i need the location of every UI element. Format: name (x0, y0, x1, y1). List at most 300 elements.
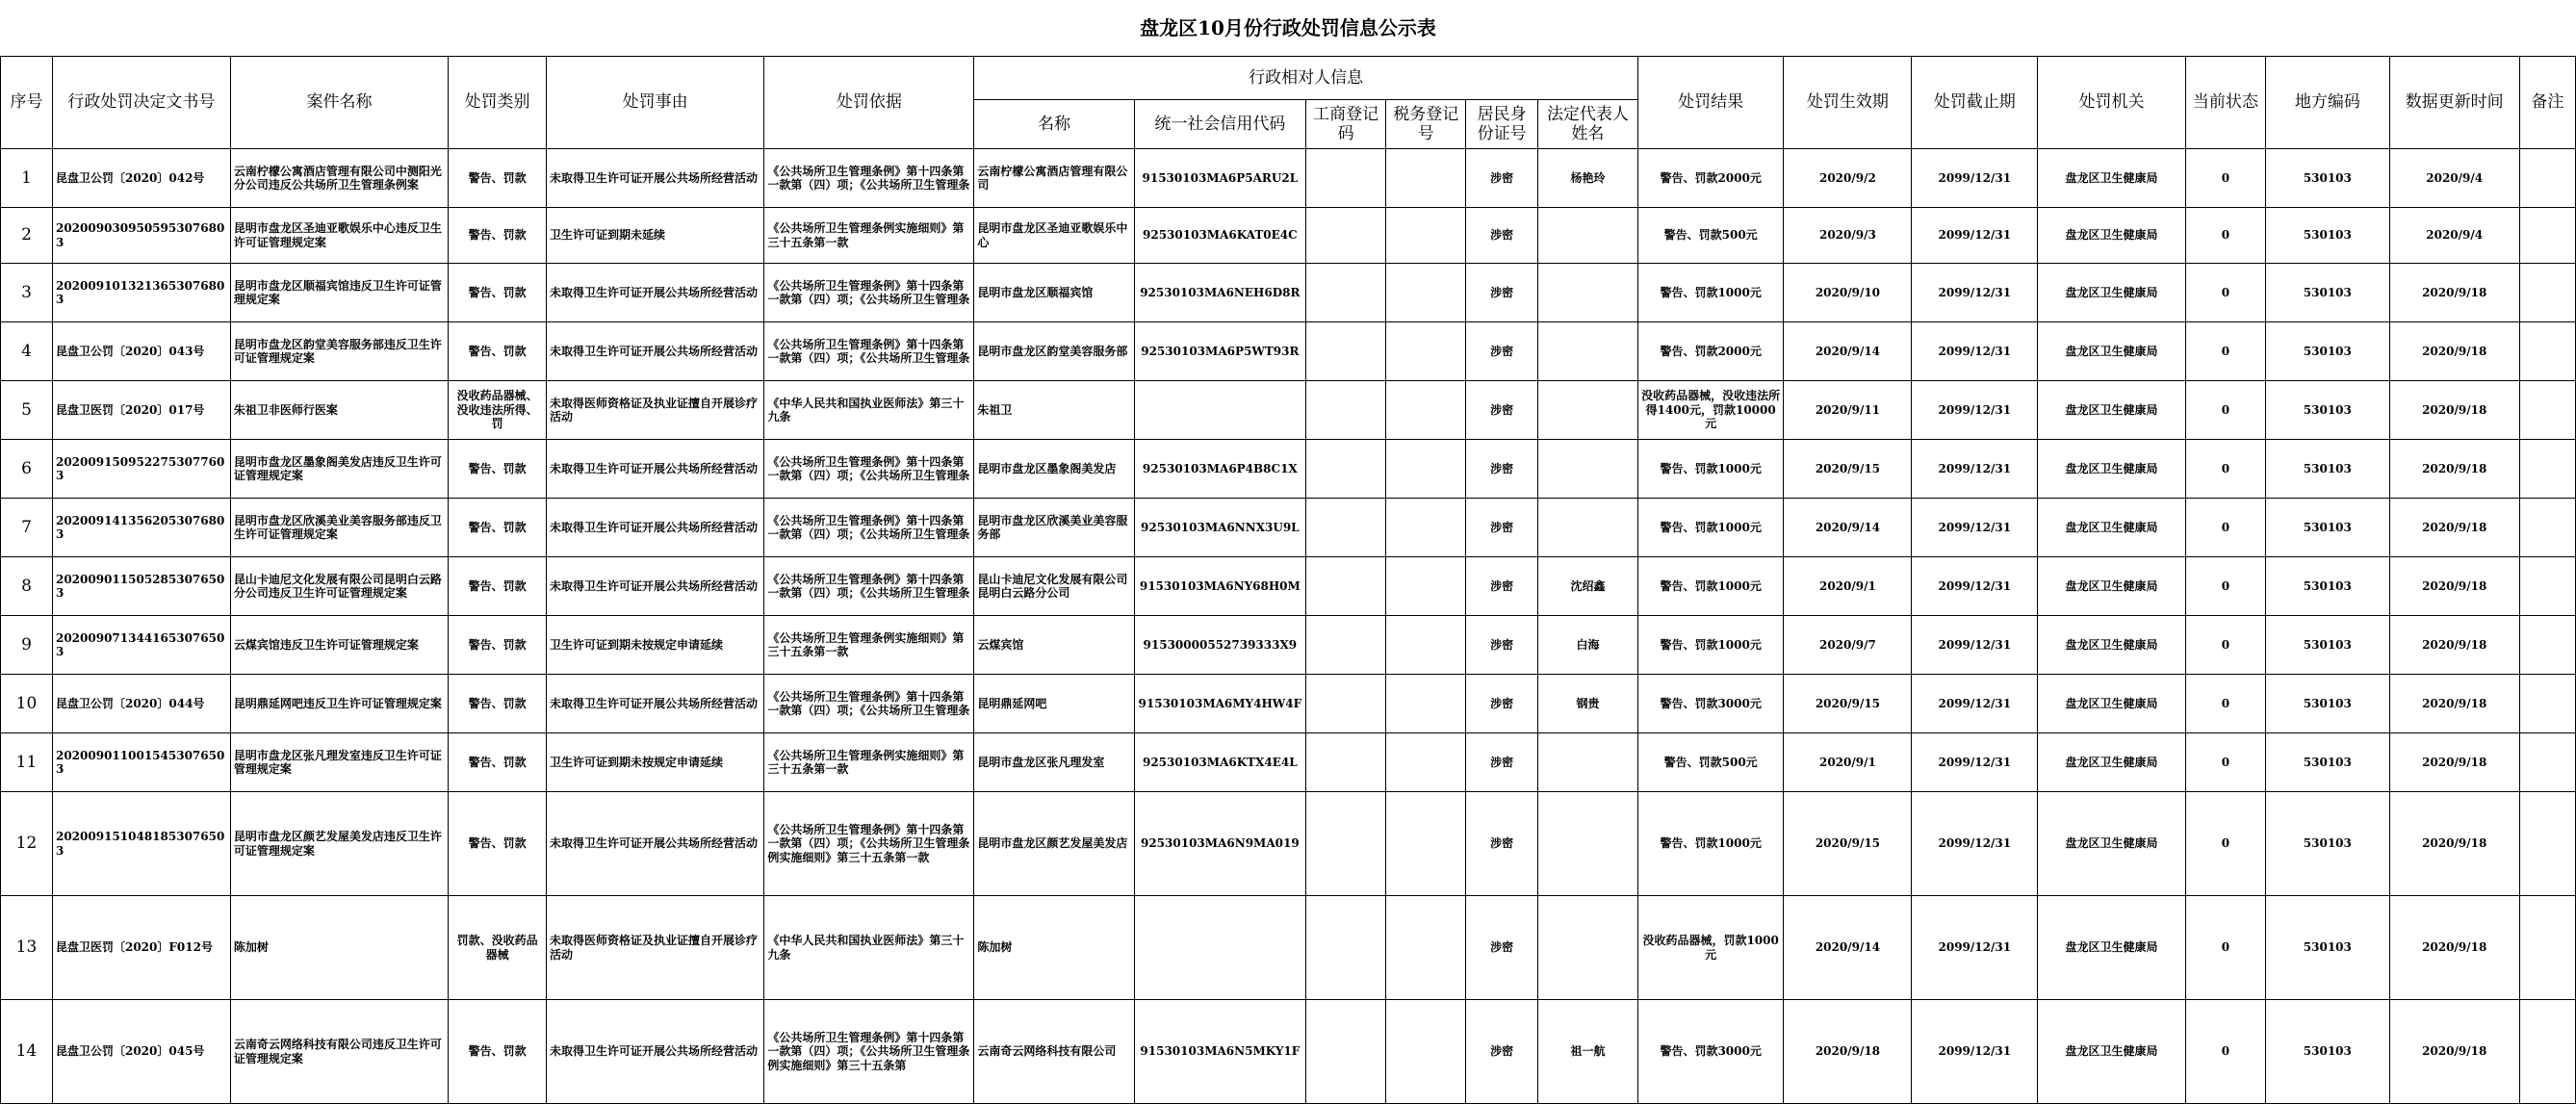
cell-reason[interactable]: 未取得卫生许可证开展公共场所经营活动 (546, 440, 763, 499)
cell-effective[interactable]: 2020/9/15 (1784, 675, 1912, 733)
cell-authority[interactable]: 盘龙区卫生健康局 (2038, 896, 2186, 1000)
table-row[interactable] (1, 381, 2576, 440)
cell-case-name[interactable]: 昆明鼎延网吧违反卫生许可证管理规定案 (230, 675, 448, 733)
cell-authority[interactable]: 盘龙区卫生健康局 (2038, 675, 2186, 733)
cell-tax-reg[interactable] (1386, 675, 1466, 733)
cell-id-no[interactable]: 涉密 (1466, 733, 1538, 792)
cell-authority[interactable]: 盘龙区卫生健康局 (2038, 322, 2186, 381)
cell-status[interactable]: 0 (2185, 381, 2265, 440)
cell-decision-no[interactable]: 202009071344165307650 3 (52, 616, 230, 675)
cell-name[interactable]: 昆山卡迪尼文化发展有限公司昆明白云路分公司 (974, 557, 1134, 616)
cell-decision-no[interactable]: 202009011505285307650 3 (52, 557, 230, 616)
cell-name[interactable]: 昆明市盘龙区欣溪美业美容服务部 (974, 499, 1134, 557)
cell-remarks[interactable] (2519, 616, 2575, 675)
cell-tax-reg[interactable] (1386, 264, 1466, 322)
cell-id-no[interactable]: 涉密 (1466, 896, 1538, 1000)
cell-status[interactable]: 0 (2185, 733, 2265, 792)
cell-credit-code[interactable]: 92530103MA6P5WT93R (1134, 322, 1306, 381)
cell-seq[interactable]: 9 (1, 616, 53, 675)
cell-case-name[interactable]: 云煤宾馆违反卫生许可证管理规定案 (230, 616, 448, 675)
cell-tax-reg[interactable] (1386, 381, 1466, 440)
cell-seq[interactable]: 8 (1, 557, 53, 616)
cell-update-time[interactable]: 2020/9/18 (2389, 675, 2519, 733)
cell-id-no[interactable]: 涉密 (1466, 149, 1538, 208)
cell-region-code[interactable]: 530103 (2265, 557, 2389, 616)
cell-result[interactable]: 警告、罚款1000元 (1637, 440, 1784, 499)
cell-biz-reg[interactable] (1306, 264, 1386, 322)
cell-id-no[interactable]: 涉密 (1466, 322, 1538, 381)
cell-seq[interactable]: 6 (1, 440, 53, 499)
cell-biz-reg[interactable] (1306, 322, 1386, 381)
cell-penalty-type[interactable]: 罚款、没收药品器械 (449, 896, 547, 1000)
cell-deadline[interactable]: 2099/12/31 (1912, 149, 2038, 208)
cell-result[interactable]: 警告、罚款1000元 (1637, 616, 1784, 675)
cell-legal-rep[interactable]: 沈绍鑫 (1538, 557, 1638, 616)
cell-update-time[interactable]: 2020/9/18 (2389, 264, 2519, 322)
cell-name[interactable]: 昆明市盘龙区颜艺发屋美发店 (974, 792, 1134, 896)
cell-tax-reg[interactable] (1386, 733, 1466, 792)
cell-tax-reg[interactable] (1386, 896, 1466, 1000)
cell-deadline[interactable]: 2099/12/31 (1912, 616, 2038, 675)
cell-biz-reg[interactable] (1306, 733, 1386, 792)
cell-reason[interactable]: 未取得卫生许可证开展公共场所经营活动 (546, 557, 763, 616)
cell-deadline[interactable]: 2099/12/31 (1912, 675, 2038, 733)
cell-penalty-type[interactable]: 警告、罚款 (449, 264, 547, 322)
cell-tax-reg[interactable] (1386, 499, 1466, 557)
cell-result[interactable]: 警告、罚款500元 (1637, 208, 1784, 264)
cell-case-name[interactable]: 陈加树 (230, 896, 448, 1000)
cell-decision-no[interactable]: 昆盘卫公罚〔2020〕044号 (52, 675, 230, 733)
cell-id-no[interactable]: 涉密 (1466, 557, 1538, 616)
cell-update-time[interactable]: 2020/9/4 (2389, 208, 2519, 264)
cell-biz-reg[interactable] (1306, 557, 1386, 616)
cell-biz-reg[interactable] (1306, 896, 1386, 1000)
cell-status[interactable]: 0 (2185, 1000, 2265, 1104)
cell-name[interactable]: 云煤宾馆 (974, 616, 1134, 675)
cell-biz-reg[interactable] (1306, 792, 1386, 896)
table-row[interactable] (1, 149, 2576, 208)
cell-credit-code[interactable]: 91530000552739333X9 (1134, 616, 1306, 675)
cell-region-code[interactable]: 530103 (2265, 208, 2389, 264)
cell-seq[interactable]: 11 (1, 733, 53, 792)
cell-status[interactable]: 0 (2185, 675, 2265, 733)
cell-name[interactable]: 朱祖卫 (974, 381, 1134, 440)
cell-effective[interactable]: 2020/9/15 (1784, 792, 1912, 896)
cell-credit-code[interactable] (1134, 381, 1306, 440)
cell-biz-reg[interactable] (1306, 440, 1386, 499)
cell-reason[interactable]: 未取得卫生许可证开展公共场所经营活动 (546, 264, 763, 322)
cell-remarks[interactable] (2519, 440, 2575, 499)
cell-basis[interactable]: 《公共场所卫生管理条例》第十四条第一款第（四）项；《公共场所卫生管理条 (764, 322, 974, 381)
cell-name[interactable]: 昆明市盘龙区圣迪亚歌娱乐中心 (974, 208, 1134, 264)
cell-result[interactable]: 警告、罚款1000元 (1637, 792, 1784, 896)
cell-region-code[interactable]: 530103 (2265, 1000, 2389, 1104)
cell-name[interactable]: 云南奇云网络科技有限公司 (974, 1000, 1134, 1104)
cell-effective[interactable]: 2020/9/15 (1784, 440, 1912, 499)
cell-remarks[interactable] (2519, 149, 2575, 208)
cell-region-code[interactable]: 530103 (2265, 792, 2389, 896)
cell-case-name[interactable]: 昆明市盘龙区顺福宾馆违反卫生许可证管理规定案 (230, 264, 448, 322)
cell-case-name[interactable]: 云南奇云网络科技有限公司违反卫生许可证管理规定案 (230, 1000, 448, 1104)
cell-reason[interactable]: 未取得卫生许可证开展公共场所经营活动 (546, 322, 763, 381)
cell-effective[interactable]: 2020/9/14 (1784, 322, 1912, 381)
cell-decision-no[interactable]: 202009150952275307760 3 (52, 440, 230, 499)
cell-id-no[interactable]: 涉密 (1466, 616, 1538, 675)
cell-id-no[interactable]: 涉密 (1466, 675, 1538, 733)
cell-name[interactable]: 昆明鼎延网吧 (974, 675, 1134, 733)
cell-region-code[interactable]: 530103 (2265, 149, 2389, 208)
cell-region-code[interactable]: 530103 (2265, 675, 2389, 733)
cell-seq[interactable]: 1 (1, 149, 53, 208)
cell-deadline[interactable]: 2099/12/31 (1912, 440, 2038, 499)
table-row[interactable] (1, 792, 2576, 896)
cell-case-name[interactable]: 昆明市盘龙区颜艺发屋美发店违反卫生许可证管理规定案 (230, 792, 448, 896)
cell-basis[interactable]: 《公共场所卫生管理条例》第十四条第一款第（四）项；《公共场所卫生管理条 (764, 675, 974, 733)
cell-effective[interactable]: 2020/9/14 (1784, 499, 1912, 557)
cell-tax-reg[interactable] (1386, 149, 1466, 208)
cell-remarks[interactable] (2519, 499, 2575, 557)
cell-remarks[interactable] (2519, 381, 2575, 440)
cell-penalty-type[interactable]: 警告、罚款 (449, 616, 547, 675)
cell-authority[interactable]: 盘龙区卫生健康局 (2038, 264, 2186, 322)
cell-region-code[interactable]: 530103 (2265, 381, 2389, 440)
cell-decision-no[interactable]: 202009030950595307680 3 (52, 208, 230, 264)
cell-effective[interactable]: 2020/9/1 (1784, 557, 1912, 616)
cell-decision-no[interactable]: 202009101321365307680 3 (52, 264, 230, 322)
cell-deadline[interactable]: 2099/12/31 (1912, 322, 2038, 381)
cell-case-name[interactable]: 朱祖卫非医师行医案 (230, 381, 448, 440)
table-row[interactable] (1, 208, 2576, 264)
cell-status[interactable]: 0 (2185, 896, 2265, 1000)
cell-reason[interactable]: 未取得卫生许可证开展公共场所经营活动 (546, 499, 763, 557)
cell-result[interactable]: 警告、罚款1000元 (1637, 557, 1784, 616)
cell-penalty-type[interactable]: 警告、罚款 (449, 733, 547, 792)
cell-legal-rep[interactable] (1538, 440, 1638, 499)
cell-penalty-type[interactable]: 警告、罚款 (449, 322, 547, 381)
cell-region-code[interactable]: 530103 (2265, 440, 2389, 499)
cell-effective[interactable]: 2020/9/3 (1784, 208, 1912, 264)
cell-id-no[interactable]: 涉密 (1466, 1000, 1538, 1104)
cell-status[interactable]: 0 (2185, 792, 2265, 896)
cell-remarks[interactable] (2519, 733, 2575, 792)
cell-tax-reg[interactable] (1386, 322, 1466, 381)
cell-result[interactable]: 警告、罚款1000元 (1637, 499, 1784, 557)
cell-region-code[interactable]: 530103 (2265, 616, 2389, 675)
table-row[interactable] (1, 896, 2576, 1000)
cell-authority[interactable]: 盘龙区卫生健康局 (2038, 440, 2186, 499)
cell-effective[interactable]: 2020/9/1 (1784, 733, 1912, 792)
cell-seq[interactable]: 4 (1, 322, 53, 381)
cell-penalty-type[interactable]: 警告、罚款 (449, 1000, 547, 1104)
cell-decision-no[interactable]: 202009011001545307650 3 (52, 733, 230, 792)
cell-update-time[interactable]: 2020/9/18 (2389, 440, 2519, 499)
cell-status[interactable]: 0 (2185, 208, 2265, 264)
cell-deadline[interactable]: 2099/12/31 (1912, 264, 2038, 322)
cell-basis[interactable]: 《公共场所卫生管理条例》第十四条第一款第（四）项；《公共场所卫生管理条 (764, 149, 974, 208)
cell-authority[interactable]: 盘龙区卫生健康局 (2038, 557, 2186, 616)
cell-deadline[interactable]: 2099/12/31 (1912, 208, 2038, 264)
cell-tax-reg[interactable] (1386, 557, 1466, 616)
cell-update-time[interactable]: 2020/9/18 (2389, 733, 2519, 792)
cell-decision-no[interactable]: 202009141356205307680 3 (52, 499, 230, 557)
cell-penalty-type[interactable]: 警告、罚款 (449, 499, 547, 557)
cell-biz-reg[interactable] (1306, 381, 1386, 440)
cell-remarks[interactable] (2519, 208, 2575, 264)
cell-id-no[interactable]: 涉密 (1466, 264, 1538, 322)
cell-legal-rep[interactable] (1538, 381, 1638, 440)
cell-case-name[interactable]: 昆明市盘龙区圣迪亚歌娱乐中心违反卫生许可证管理规定案 (230, 208, 448, 264)
cell-result[interactable]: 警告、罚款500元 (1637, 733, 1784, 792)
cell-tax-reg[interactable] (1386, 440, 1466, 499)
table-row[interactable] (1, 264, 2576, 322)
cell-tax-reg[interactable] (1386, 1000, 1466, 1104)
cell-region-code[interactable]: 530103 (2265, 322, 2389, 381)
cell-remarks[interactable] (2519, 675, 2575, 733)
cell-reason[interactable]: 未取得卫生许可证开展公共场所经营活动 (546, 1000, 763, 1104)
cell-authority[interactable]: 盘龙区卫生健康局 (2038, 208, 2186, 264)
penalty-table (0, 56, 2576, 1104)
cell-id-no[interactable]: 涉密 (1466, 499, 1538, 557)
cell-decision-no[interactable]: 昆盘卫公罚〔2020〕042号 (52, 149, 230, 208)
cell-effective[interactable]: 2020/9/18 (1784, 1000, 1912, 1104)
table-row[interactable] (1, 1000, 2576, 1104)
cell-penalty-type[interactable]: 警告、罚款 (449, 149, 547, 208)
cell-result[interactable]: 没收药品器械，罚款1000元 (1637, 896, 1784, 1000)
cell-basis[interactable]: 《公共场所卫生管理条例实施细则》第三十五条第一款 (764, 208, 974, 264)
cell-decision-no[interactable]: 昆盘卫公罚〔2020〕043号 (52, 322, 230, 381)
cell-authority[interactable]: 盘龙区卫生健康局 (2038, 616, 2186, 675)
cell-authority[interactable]: 盘龙区卫生健康局 (2038, 499, 2186, 557)
cell-legal-rep[interactable] (1538, 896, 1638, 1000)
cell-reason[interactable]: 卫生许可证到期未按规定申请延续 (546, 616, 763, 675)
cell-basis[interactable]: 《公共场所卫生管理条例》第十四条第一款第（四）项；《公共场所卫生管理条 (764, 440, 974, 499)
cell-biz-reg[interactable] (1306, 149, 1386, 208)
header-biz-reg: 工商登记码 (1306, 100, 1386, 149)
cell-update-time[interactable]: 2020/9/18 (2389, 792, 2519, 896)
cell-name[interactable]: 昆明市盘龙区韵堂美容服务部 (974, 322, 1134, 381)
cell-seq[interactable]: 7 (1, 499, 53, 557)
cell-credit-code[interactable]: 91530103MA6N5MKY1F (1134, 1000, 1306, 1104)
cell-credit-code[interactable] (1134, 896, 1306, 1000)
cell-case-name[interactable]: 云南柠檬公寓酒店管理有限公司中测阳光分公司违反公共场所卫生管理条例案 (230, 149, 448, 208)
cell-update-time[interactable]: 2020/9/18 (2389, 557, 2519, 616)
cell-result[interactable]: 警告、罚款2000元 (1637, 149, 1784, 208)
cell-update-time[interactable]: 2020/9/18 (2389, 381, 2519, 440)
header-remarks: 备注 (2519, 57, 2575, 149)
cell-legal-rep[interactable]: 杨艳玲 (1538, 149, 1638, 208)
cell-case-name[interactable]: 昆明市盘龙区韵堂美容服务部违反卫生许可证管理规定案 (230, 322, 448, 381)
cell-seq[interactable]: 3 (1, 264, 53, 322)
cell-remarks[interactable] (2519, 322, 2575, 381)
cell-deadline[interactable]: 2099/12/31 (1912, 499, 2038, 557)
cell-region-code[interactable]: 530103 (2265, 733, 2389, 792)
cell-basis[interactable]: 《公共场所卫生管理条例实施细则》第三十五条第一款 (764, 616, 974, 675)
cell-name[interactable]: 云南柠檬公寓酒店管理有限公司 (974, 149, 1134, 208)
cell-case-name[interactable]: 昆明市盘龙区墨象阁美发店违反卫生许可证管理规定案 (230, 440, 448, 499)
cell-biz-reg[interactable] (1306, 1000, 1386, 1104)
table-row[interactable] (1, 499, 2576, 557)
cell-status[interactable]: 0 (2185, 557, 2265, 616)
cell-decision-no[interactable]: 昆盘卫医罚〔2020〕017号 (52, 381, 230, 440)
cell-decision-no[interactable]: 昆盘卫公罚〔2020〕045号 (52, 1000, 230, 1104)
cell-update-time[interactable]: 2020/9/4 (2389, 149, 2519, 208)
cell-reason[interactable]: 未取得卫生许可证开展公共场所经营活动 (546, 675, 763, 733)
cell-result[interactable]: 警告、罚款3000元 (1637, 1000, 1784, 1104)
cell-update-time[interactable]: 2020/9/18 (2389, 896, 2519, 1000)
cell-legal-rep[interactable]: 钢贵 (1538, 675, 1638, 733)
cell-update-time[interactable]: 2020/9/18 (2389, 616, 2519, 675)
cell-decision-no[interactable]: 202009151048185307650 3 (52, 792, 230, 896)
cell-id-no[interactable]: 涉密 (1466, 381, 1538, 440)
cell-penalty-type[interactable]: 警告、罚款 (449, 208, 547, 264)
header-authority: 处罚机关 (2038, 57, 2186, 149)
cell-deadline[interactable]: 2099/12/31 (1912, 1000, 2038, 1104)
cell-credit-code[interactable]: 91530103MA6MY4HW4F (1134, 675, 1306, 733)
cell-authority[interactable]: 盘龙区卫生健康局 (2038, 792, 2186, 896)
cell-case-name[interactable]: 昆明市盘龙区张凡理发室违反卫生许可证管理规定案 (230, 733, 448, 792)
cell-reason[interactable]: 未取得医师资格证及执业证擅自开展诊疗活动 (546, 381, 763, 440)
cell-status[interactable]: 0 (2185, 149, 2265, 208)
cell-legal-rep[interactable] (1538, 499, 1638, 557)
cell-legal-rep[interactable] (1538, 733, 1638, 792)
cell-basis[interactable]: 《中华人民共和国执业医师法》第三十九条 (764, 381, 974, 440)
cell-legal-rep[interactable]: 白海 (1538, 616, 1638, 675)
table-row[interactable] (1, 675, 2576, 733)
cell-credit-code[interactable]: 91530103MA6NY68H0M (1134, 557, 1306, 616)
cell-penalty-type[interactable]: 没收药品器械、没收违法所得、罚 (449, 381, 547, 440)
cell-authority[interactable]: 盘龙区卫生健康局 (2038, 733, 2186, 792)
cell-effective[interactable]: 2020/9/10 (1784, 264, 1912, 322)
cell-case-name[interactable]: 昆山卡迪尼文化发展有限公司昆明白云路分公司违反卫生许可证管理规定案 (230, 557, 448, 616)
cell-status[interactable]: 0 (2185, 264, 2265, 322)
cell-biz-reg[interactable] (1306, 616, 1386, 675)
cell-tax-reg[interactable] (1386, 208, 1466, 264)
cell-credit-code[interactable]: 92530103MA6KTX4E4L (1134, 733, 1306, 792)
cell-region-code[interactable]: 530103 (2265, 896, 2389, 1000)
cell-update-time[interactable]: 2020/9/18 (2389, 1000, 2519, 1104)
cell-result[interactable]: 警告、罚款3000元 (1637, 675, 1784, 733)
cell-credit-code[interactable]: 92530103MA6KAT0E4C (1134, 208, 1306, 264)
table-row[interactable] (1, 557, 2576, 616)
header-seq: 序号 (1, 57, 53, 149)
cell-remarks[interactable] (2519, 896, 2575, 1000)
cell-basis[interactable]: 《公共场所卫生管理条例实施细则》第三十五条第一款 (764, 733, 974, 792)
cell-seq[interactable]: 12 (1, 792, 53, 896)
cell-remarks[interactable] (2519, 264, 2575, 322)
cell-effective[interactable]: 2020/9/7 (1784, 616, 1912, 675)
cell-name[interactable]: 昆明市盘龙区顺福宾馆 (974, 264, 1134, 322)
cell-result[interactable]: 没收药品器械，没收违法所得1400元，罚款10000元 (1637, 381, 1784, 440)
cell-basis[interactable]: 《公共场所卫生管理条例》第十四条第一款第（四）项；《公共场所卫生管理条 (764, 499, 974, 557)
table-row[interactable] (1, 322, 2576, 381)
cell-result[interactable]: 警告、罚款1000元 (1637, 264, 1784, 322)
cell-tax-reg[interactable] (1386, 616, 1466, 675)
cell-id-no[interactable]: 涉密 (1466, 208, 1538, 264)
cell-status[interactable]: 0 (2185, 616, 2265, 675)
cell-deadline[interactable]: 2099/12/31 (1912, 792, 2038, 896)
table-row[interactable] (1, 440, 2576, 499)
cell-legal-rep[interactable] (1538, 322, 1638, 381)
cell-effective[interactable]: 2020/9/2 (1784, 149, 1912, 208)
cell-penalty-type[interactable]: 警告、罚款 (449, 440, 547, 499)
cell-deadline[interactable]: 2099/12/31 (1912, 557, 2038, 616)
cell-status[interactable]: 0 (2185, 499, 2265, 557)
cell-basis[interactable]: 《公共场所卫生管理条例》第十四条第一款第（四）项；《公共场所卫生管理条例实施细则》第三十五条第一款 (764, 792, 974, 896)
cell-basis[interactable]: 《中华人民共和国执业医师法》第三十九条 (764, 896, 974, 1000)
cell-authority[interactable]: 盘龙区卫生健康局 (2038, 381, 2186, 440)
cell-credit-code[interactable]: 91530103MA6P5ARU2L (1134, 149, 1306, 208)
cell-remarks[interactable] (2519, 557, 2575, 616)
cell-penalty-type[interactable]: 警告、罚款 (449, 675, 547, 733)
cell-seq[interactable]: 13 (1, 896, 53, 1000)
cell-credit-code[interactable]: 92530103MA6P4B8C1X (1134, 440, 1306, 499)
cell-status[interactable]: 0 (2185, 440, 2265, 499)
cell-seq[interactable]: 2 (1, 208, 53, 264)
cell-reason[interactable]: 未取得医师资格证及执业证擅自开展诊疗活动 (546, 896, 763, 1000)
cell-decision-no[interactable]: 昆盘卫医罚〔2020〕F012号 (52, 896, 230, 1000)
cell-update-time[interactable]: 2020/9/18 (2389, 499, 2519, 557)
cell-region-code[interactable]: 530103 (2265, 499, 2389, 557)
cell-biz-reg[interactable] (1306, 499, 1386, 557)
cell-penalty-type[interactable]: 警告、罚款 (449, 792, 547, 896)
cell-status[interactable]: 0 (2185, 322, 2265, 381)
cell-credit-code[interactable]: 92530103MA6N9MA019 (1134, 792, 1306, 896)
cell-remarks[interactable] (2519, 792, 2575, 896)
cell-biz-reg[interactable] (1306, 675, 1386, 733)
table-row[interactable] (1, 616, 2576, 675)
cell-name[interactable]: 昆明市盘龙区张凡理发室 (974, 733, 1134, 792)
cell-effective[interactable]: 2020/9/11 (1784, 381, 1912, 440)
cell-legal-rep[interactable]: 祖一航 (1538, 1000, 1638, 1104)
cell-deadline[interactable]: 2099/12/31 (1912, 733, 2038, 792)
cell-update-time[interactable]: 2020/9/18 (2389, 322, 2519, 381)
cell-deadline[interactable]: 2099/12/31 (1912, 381, 2038, 440)
cell-reason[interactable]: 卫生许可证到期未延续 (546, 208, 763, 264)
cell-legal-rep[interactable] (1538, 792, 1638, 896)
cell-legal-rep[interactable] (1538, 208, 1638, 264)
cell-authority[interactable]: 盘龙区卫生健康局 (2038, 149, 2186, 208)
cell-case-name[interactable]: 昆明市盘龙区欣溪美业美容服务部违反卫生许可证管理规定案 (230, 499, 448, 557)
cell-remarks[interactable] (2519, 1000, 2575, 1104)
cell-authority[interactable]: 盘龙区卫生健康局 (2038, 1000, 2186, 1104)
cell-credit-code[interactable]: 92530103MA6NNX3U9L (1134, 499, 1306, 557)
cell-result[interactable]: 警告、罚款2000元 (1637, 322, 1784, 381)
cell-legal-rep[interactable] (1538, 264, 1638, 322)
cell-id-no[interactable]: 涉密 (1466, 792, 1538, 896)
cell-credit-code[interactable]: 92530103MA6NEH6D8R (1134, 264, 1306, 322)
cell-basis[interactable]: 《公共场所卫生管理条例》第十四条第一款第（四）项；《公共场所卫生管理条例实施细则》第三十五条第 (764, 1000, 974, 1104)
cell-reason[interactable]: 未取得卫生许可证开展公共场所经营活动 (546, 792, 763, 896)
table-row[interactable] (1, 733, 2576, 792)
header-reason: 处罚事由 (546, 57, 763, 149)
cell-name[interactable]: 昆明市盘龙区墨象阁美发店 (974, 440, 1134, 499)
cell-basis[interactable]: 《公共场所卫生管理条例》第十四条第一款第（四）项；《公共场所卫生管理条 (764, 264, 974, 322)
cell-region-code[interactable]: 530103 (2265, 264, 2389, 322)
cell-biz-reg[interactable] (1306, 208, 1386, 264)
cell-reason[interactable]: 未取得卫生许可证开展公共场所经营活动 (546, 149, 763, 208)
cell-name[interactable]: 陈加树 (974, 896, 1134, 1000)
cell-effective[interactable]: 2020/9/14 (1784, 896, 1912, 1000)
cell-reason[interactable]: 卫生许可证到期未按规定申请延续 (546, 733, 763, 792)
cell-seq[interactable]: 5 (1, 381, 53, 440)
cell-tax-reg[interactable] (1386, 792, 1466, 896)
cell-basis[interactable]: 《公共场所卫生管理条例》第十四条第一款第（四）项；《公共场所卫生管理条 (764, 557, 974, 616)
cell-id-no[interactable]: 涉密 (1466, 440, 1538, 499)
cell-penalty-type[interactable]: 警告、罚款 (449, 557, 547, 616)
cell-seq[interactable]: 10 (1, 675, 53, 733)
cell-deadline[interactable]: 2099/12/31 (1912, 896, 2038, 1000)
cell-seq[interactable]: 14 (1, 1000, 53, 1104)
